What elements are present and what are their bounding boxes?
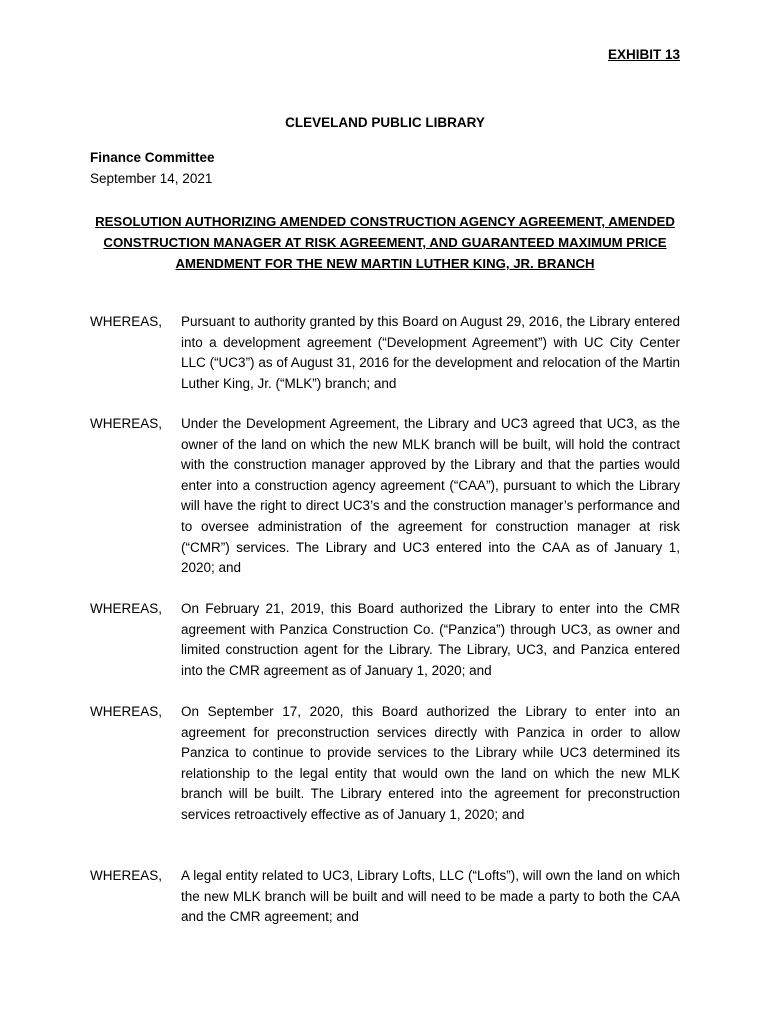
whereas-clause: [90, 312, 680, 394]
whereas-clause: [90, 414, 680, 579]
exhibit-label: EXHIBIT 13: [607, 47, 680, 62]
clause-text: Pursuant to authority granted by this Board on August 29, 2016, the Library entered into a development agreement (“Development Agreement”) with UC City Center LLC (“UC3”) as of August 31, 2016 for the development and relocation of the Martin Luther King, Jr. (“MLK”) branch; and: [181, 314, 680, 391]
clause-text: Under the Development Agreement, the Library and UC3 agreed that UC3, as the owner of the land on which the new MLK branch will be built, will hold the contract with the construction manager approved by the Library and that the parties would enter into a construction agency agreement (“CAA”), pursuant to which the Library will have the right to direct UC3’s and the construction manager’s performance and to oversee administration of the agreement for construction manager at risk (“CMR”) services. The Library and UC3 entered into the CAA as of January 1, 2020; and: [181, 416, 680, 576]
clause-label: WHEREAS,: [90, 314, 163, 329]
resolution-title: RESOLUTION AUTHORIZING AMENDED CONSTRUCTION AGENCY AGREEMENT, AMENDED CONSTRUCTION MANAGER AT RISK AGREEMENT, AND GUARANTEED MAXIMUM PRICE AMENDMENT FOR THE NEW MARTIN LUTHER KING, JR. BRANCH: [95, 214, 675, 271]
clause-text: On September 17, 2020, this Board authorized the Library to enter into an agreement for preconstruction services directly with Panzica in order to allow Panzica to continue to provide services to the Library while UC3 determined its relationship to the legal entity that would own the land on which the new MLK branch will be built. The Library entered into the agreement for preconstruction services retroactively effective as of January 1, 2020; and: [181, 704, 680, 822]
clause-label: WHEREAS,: [90, 868, 163, 883]
clause-text: On February 21, 2019, this Board authorized the Library to enter into the CMR agreement with Panzica Construction Co. (“Panzica”) through UC3, as owner and limited construction agent for the Library. The Library, UC3, and Panzica entered into the CMR agreement as of January 1, 2020; and: [181, 601, 680, 678]
whereas-clause: [90, 866, 680, 928]
committee-name: Finance Committee: [90, 150, 215, 165]
organization-title: CLEVELAND PUBLIC LIBRARY: [285, 115, 485, 130]
clause-label: WHEREAS,: [90, 704, 163, 719]
whereas-clause: [90, 599, 680, 681]
whereas-clause: [90, 702, 680, 826]
clause-label: WHEREAS,: [90, 601, 163, 616]
clause-text: A legal entity related to UC3, Library Lofts, LLC (“Lofts”), will own the land on which the new MLK branch will be built and will need to be made a party to both the CAA and the CMR agreement; and: [181, 868, 680, 925]
meeting-date: September 14, 2021: [90, 171, 213, 186]
clause-label: WHEREAS,: [90, 416, 163, 431]
